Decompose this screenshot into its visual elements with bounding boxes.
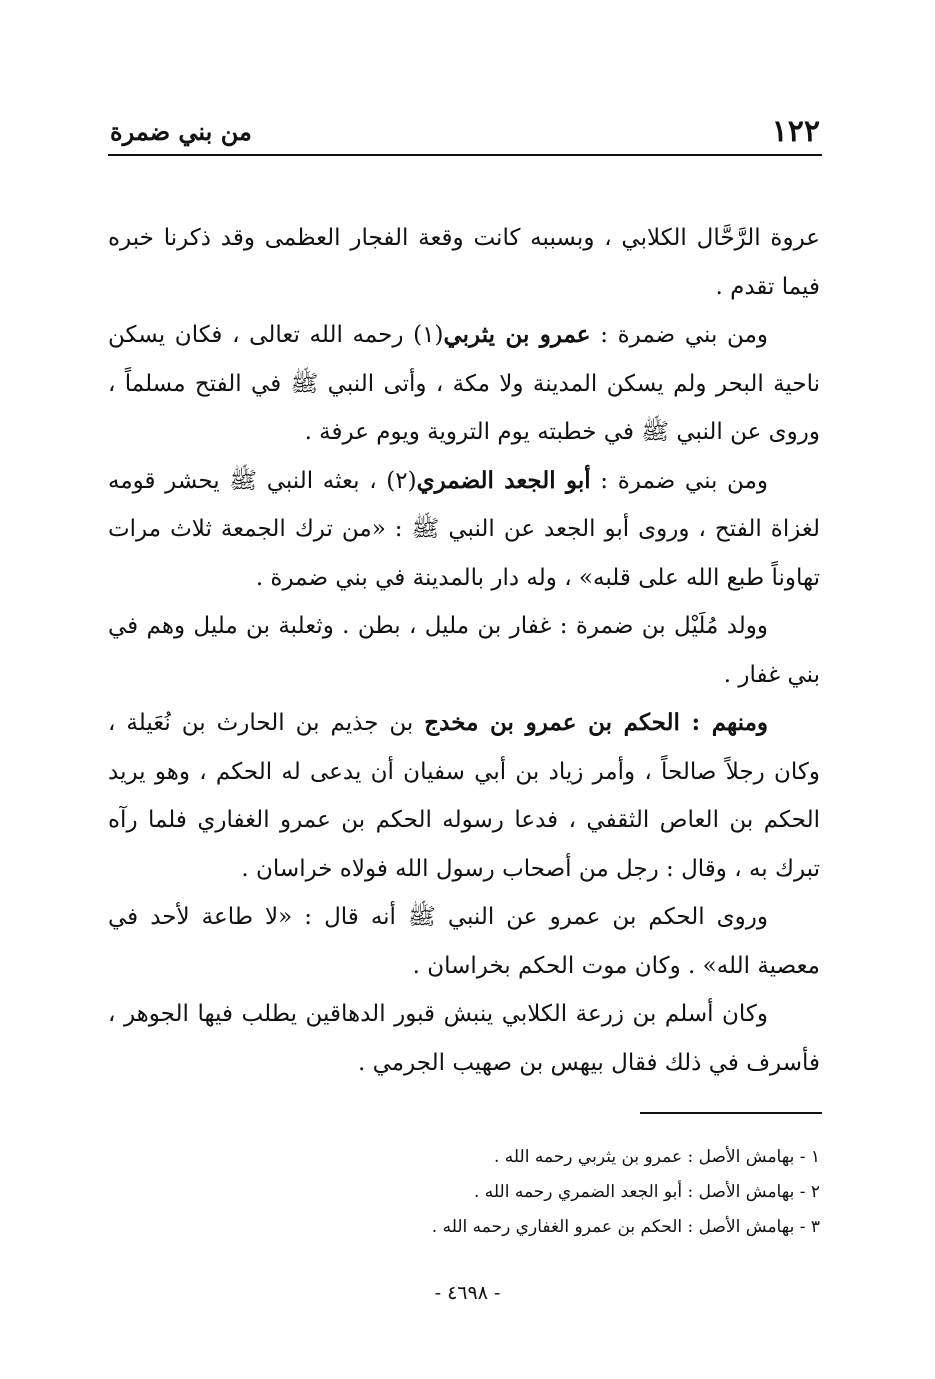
- person-name: أبو الجعد الضمري: [416, 466, 591, 494]
- footnote-rule: [640, 1112, 822, 1114]
- paragraph: [108, 214, 820, 311]
- page-header: [110, 112, 820, 156]
- paragraph: [108, 699, 820, 893]
- paragraph: [108, 990, 820, 1087]
- header-rule: [108, 154, 822, 156]
- text-run: وروى الحكم بن عمرو عن النبي ﷺ أنه قال : «لا طاعة لأحد في معصية الله» . وكان موت الحكم بخراسان .: [108, 904, 820, 979]
- paragraph: [108, 311, 820, 457]
- text-run: عروة الرَّحَّال الكلابي ، وبسببه كانت وقعة الفجار العظمى وقد ذكرنا خبره فيما تقدم .: [108, 225, 820, 300]
- text-run: ومن بني ضمرة :: [590, 467, 768, 494]
- paragraph: [108, 602, 820, 699]
- text-run: وولد مُلَيْل بن ضمرة : غفار بن مليل ، بطن . وثعلبة بن مليل وهم في بني غفار .: [108, 613, 820, 688]
- text-run: ومن بني ضمرة :: [590, 322, 768, 348]
- text-run: (٢) ، بعثه النبي ﷺ يحشر قومه لغزاة الفتح ، وروى أبو الجعد عن النبي ﷺ : «من ترك الجمعة ثلاث مرات تهاوناً طبع الله على قلبه» ، وله دار بالمدينة في بني ضمرة .: [108, 467, 820, 591]
- page-number: ١٢٢: [771, 114, 820, 149]
- running-title: من بني ضمرة: [110, 117, 252, 146]
- paragraph: [108, 457, 820, 603]
- footnote: ١ - بهامش الأصل : عمرو بن يثربي رحمه الله .: [494, 1147, 820, 1167]
- footnote: ٢ - بهامش الأصل : أبو الجعد الضمري رحمه الله .: [473, 1182, 820, 1202]
- text-run: بن جذيم بن الحارث بن نُعَيلة ، وكان رجلاً صالحاً ، وأمر زياد بن أبي سفيان أن يدعى له الحكم ، وهو يريد الحكم بن العاص الثقفي ، فدعا رسوله الحكم بن عمرو الغفاري فلما رآه تبرك به ، وقال : رجل من أصحاب رسول الله فولاه خراسان .: [108, 710, 820, 882]
- footnotes: [108, 1140, 820, 1245]
- person-name: ومنهم : الحكم بن عمرو بن مخدج: [424, 709, 768, 736]
- text-run: وكان أسلم بن زرعة الكلابي ينبش قبور الدهاقين يطلب فيها الجوهر ، فأسرف في ذلك فقال بيهس بن صهيب الجرمي .: [108, 1001, 820, 1076]
- footnote: ٣ - بهامش الأصل : الحكم بن عمرو الغفاري رحمه الله .: [431, 1217, 820, 1237]
- folio-number: - ٤٦٩٨ -: [434, 1282, 501, 1304]
- text-run: (١) رحمه الله تعالى ، فكان يسكن ناحية البحر ولم يسكن المدينة ولا مكة ، وأتى النبي ﷺ في الفتح مسلماً ، وروى عن النبي ﷺ في خطبته يوم التروية ويوم عرفة .: [108, 322, 820, 445]
- main-text: [108, 214, 820, 1087]
- person-name: عمرو بن يثربي: [443, 321, 591, 348]
- paragraph: [108, 893, 820, 990]
